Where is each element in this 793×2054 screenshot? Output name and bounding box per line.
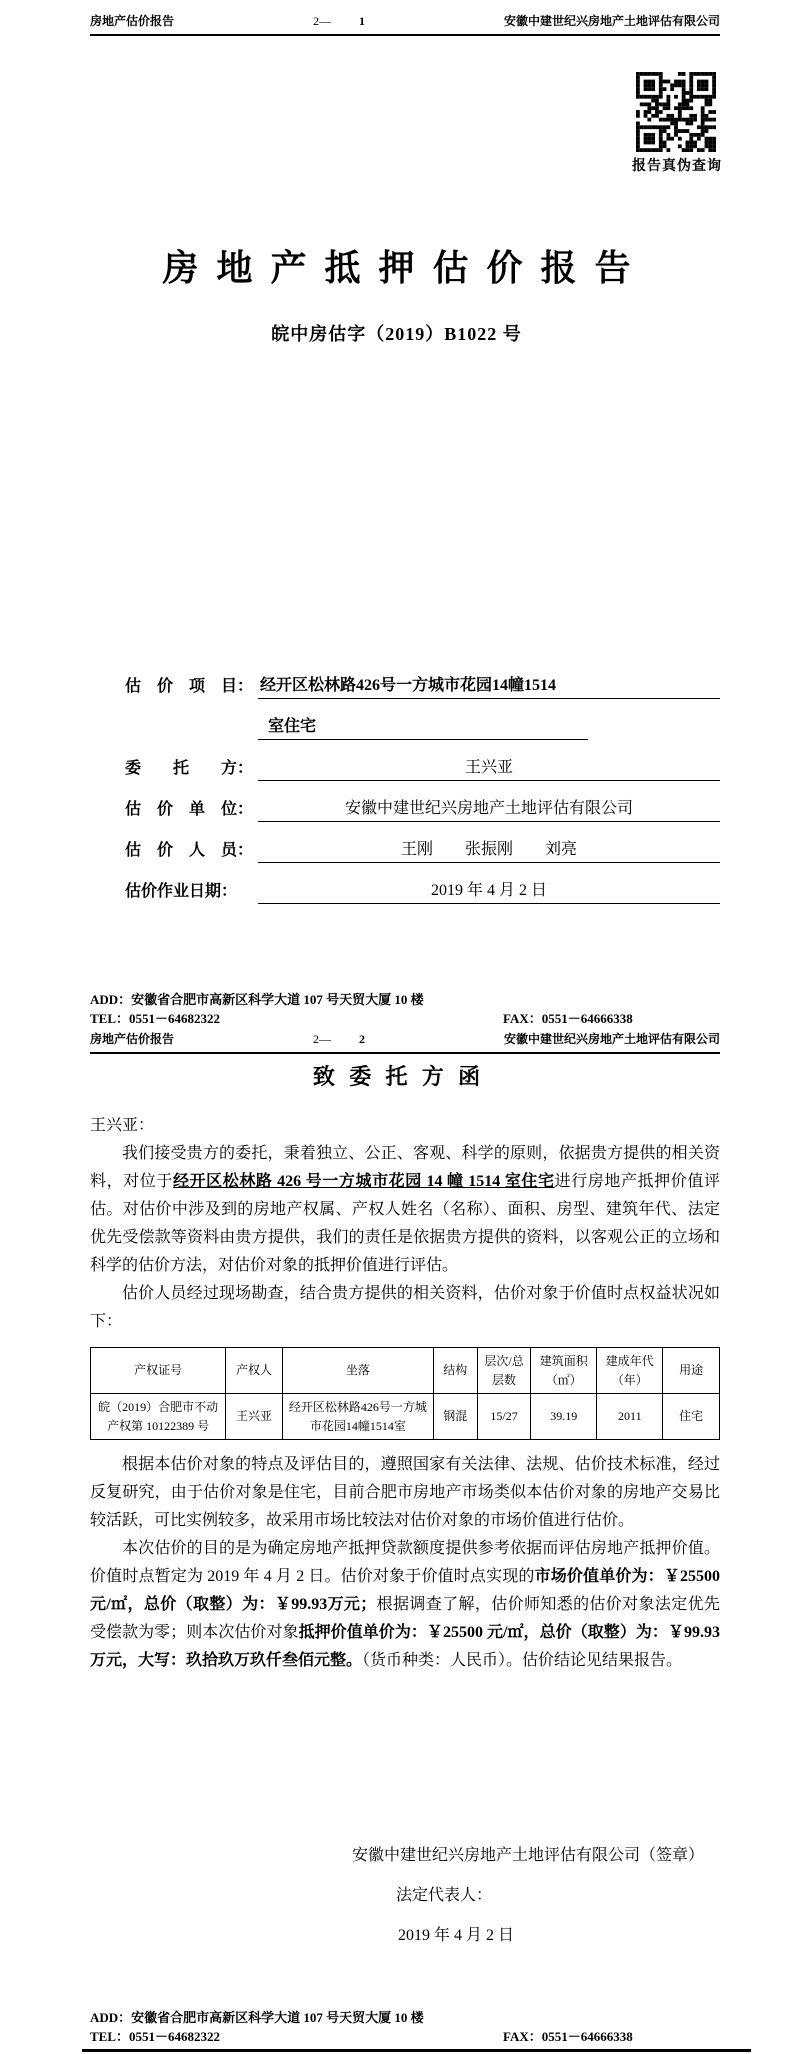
table-cell: 王兴亚 [226,1394,283,1440]
field-label-client: 委 托 方： [125,760,254,777]
header-doc-type: 房地产估价报告 [90,14,175,28]
header-pages-prefix: 2— [313,1032,331,1046]
table-cell: 皖（2019）合肥市不动产权第 10122389 号 [91,1394,226,1440]
header-page-indicator [313,14,365,29]
letter-paragraphs-before-table [90,1140,720,1336]
field-label-appraisers: 估 价 人 员： [125,842,254,859]
table-cell: 住宅 [663,1394,720,1440]
page1-header [90,12,720,36]
footer-fax: FAX：0551－64666338 [503,2029,633,2044]
qr-caption: 报告真伪查询 [632,159,722,174]
table-header-cell: 建筑面积（㎡） [531,1348,597,1394]
table-header-cell: 结构 [433,1348,477,1394]
letter-paragraphs-after-table [90,1451,720,1675]
header-page-number: 2 [359,1032,365,1046]
paragraph [90,1535,720,1675]
table-header-cell: 产权人 [226,1348,283,1394]
table-header-row [91,1348,720,1394]
next-page-edge-line [82,2049,751,2052]
field-value-appraisers: 王刚 张振刚 刘亮 [258,836,720,863]
footer-address: ADD：安徽省合肥市高新区科学大道 107 号天贸大厦 10 楼 [90,2010,424,2025]
header-page-indicator [313,1032,365,1047]
page-1 [0,0,793,1026]
form-row-appraisers [125,822,720,863]
field-label-work-date: 估价作业日期： [125,883,238,900]
text-segment: 估价人员经过现场勘查，结合贵方提供的相关资料，估价对象于价值时点权益状况如下： [90,1285,720,1330]
page2-header [90,1030,720,1054]
table-cell: 2011 [597,1394,663,1440]
field-value-project-line1: 经开区松林路426号一方城市花园14幢1514 [258,672,720,699]
table-cell: 经开区松林路426号一方城市花园14幢1514室 [282,1394,433,1440]
qr-code-icon [632,72,720,152]
table-cell: 39.19 [531,1394,597,1440]
field-label-appraisal-unit: 估 价 单 位： [125,801,254,818]
footer-fax: FAX：0551－64666338 [503,1011,633,1026]
report-doc-number: 皖中房估字（2019）B1022 号 [271,324,522,344]
text-segment: 进行房地产抵押价值评估。对估价中涉及到的房地产权属、产权人姓名（名称）、面积、房型、建筑年代、法定优先受偿款等资料由贵方提供，我们的责任是依据贵方提供的资料，以客观公正的立场和科学的估价方法，对估价对象的抵押价值进行评估。 [90,1173,720,1274]
field-value-work-date: 2019 年 4 月 2 日 [258,877,720,904]
text-segment: 根据调查了解，估价师知悉的估价对象法定优先受偿款为零；则本次估价对象 [90,1596,720,1642]
signature-block [352,1836,704,1956]
table-cell: 钢混 [433,1394,477,1440]
property-rights-table [90,1347,720,1440]
table-header-cell: 产权证号 [91,1348,226,1394]
text-segment: 我们接受贵方的委托，秉着独立、公正、客观、科学的原则，依据贵方提供的相关资料，对位于 [90,1145,720,1190]
paragraph [90,1140,720,1280]
emphasized-text: 抵押价值单价为：￥25500 元/㎡，总价（取整）为：￥99.93万元，大写：玖拾玖万玖仟叁佰元整。 [90,1624,720,1670]
footer-tel: TEL：0551－64682322 [90,1011,221,1026]
form-row-client [125,740,720,781]
paragraph [90,1451,720,1535]
cover-form [125,658,720,904]
header-company-name: 安徽中建世纪兴房地产土地评估有限公司 [503,1032,720,1046]
emphasized-text: 市场价值单价为：￥25500元/㎡，总价（取整）为：￥99.93万元； [90,1568,720,1614]
signature-company: 安徽中建世纪兴房地产土地评估有限公司（签章） [352,1847,705,1864]
form-row-work-date [125,863,720,904]
table-header-cell: 用途 [663,1348,720,1394]
field-value-client: 王兴亚 [258,754,720,781]
signature-date: 2019 年 4 月 2 日 [398,1927,515,1944]
table-row [91,1394,720,1440]
letter-salutation: 王兴亚： [90,1117,155,1134]
footer-address: ADD：安徽省合肥市高新区科学大道 107 号天贸大厦 10 楼 [90,992,424,1007]
report-title: 房地产抵押估价报告 [162,248,649,288]
form-row-project-continued [125,699,720,740]
page-2 [0,1020,793,2054]
table-body [91,1394,720,1440]
text-segment: 根据本估价对象的特点及评估目的，遵照国家有关法律、法规、估价技术标准，经过反复研究，由于估价对象是住宅，目前合肥市房地产市场类似本估价对象的房地产交易比较活跃，可比实例较多，故采用市场比较法对估价对象的市场价值进行估价。 [90,1456,720,1530]
signature-legal-rep: 法定代表人： [396,1887,493,1904]
table-cell: 15/27 [477,1394,530,1440]
letter-title: 致委托方函 [312,1064,495,1089]
form-row-project [125,658,720,699]
table-header-cell: 建成年代（年） [597,1348,663,1394]
header-page-number: 1 [359,14,365,28]
emphasized-text: 经开区松林路 426 号一方城市花园 14 幢 1514 室住宅 [172,1173,555,1190]
text-segment: （货币种类：人民币）。估价结论见结果报告。 [362,1652,683,1670]
header-doc-type: 房地产估价报告 [90,1032,175,1046]
field-value-project-line2: 室住宅 [258,713,588,740]
header-pages-prefix: 2— [313,14,331,28]
paragraph [90,1280,720,1336]
page2-footer [90,2008,720,2046]
footer-contact-row [90,2027,720,2046]
field-label-project: 估 价 项 目： [125,678,254,695]
form-row-appraisal-unit [125,781,720,822]
text-segment: 本次估价的目的是为确定房地产抵押贷款额度提供参考依据而评估房地产抵押价值。价值时点暂定为 2019 年 4 月 2 日。估价对象于价值时点实现的 [90,1540,720,1586]
field-value-appraisal-unit: 安徽中建世纪兴房地产土地评估有限公司 [258,795,720,822]
qr-verification-block [632,72,720,175]
table-head [91,1348,720,1394]
table-header-cell: 层次/总层数 [477,1348,530,1394]
header-company-name: 安徽中建世纪兴房地产土地评估有限公司 [503,14,720,28]
letter-body [90,1112,720,1675]
table-header-cell: 坐落 [282,1348,433,1394]
footer-tel: TEL：0551－64682322 [90,2029,221,2044]
